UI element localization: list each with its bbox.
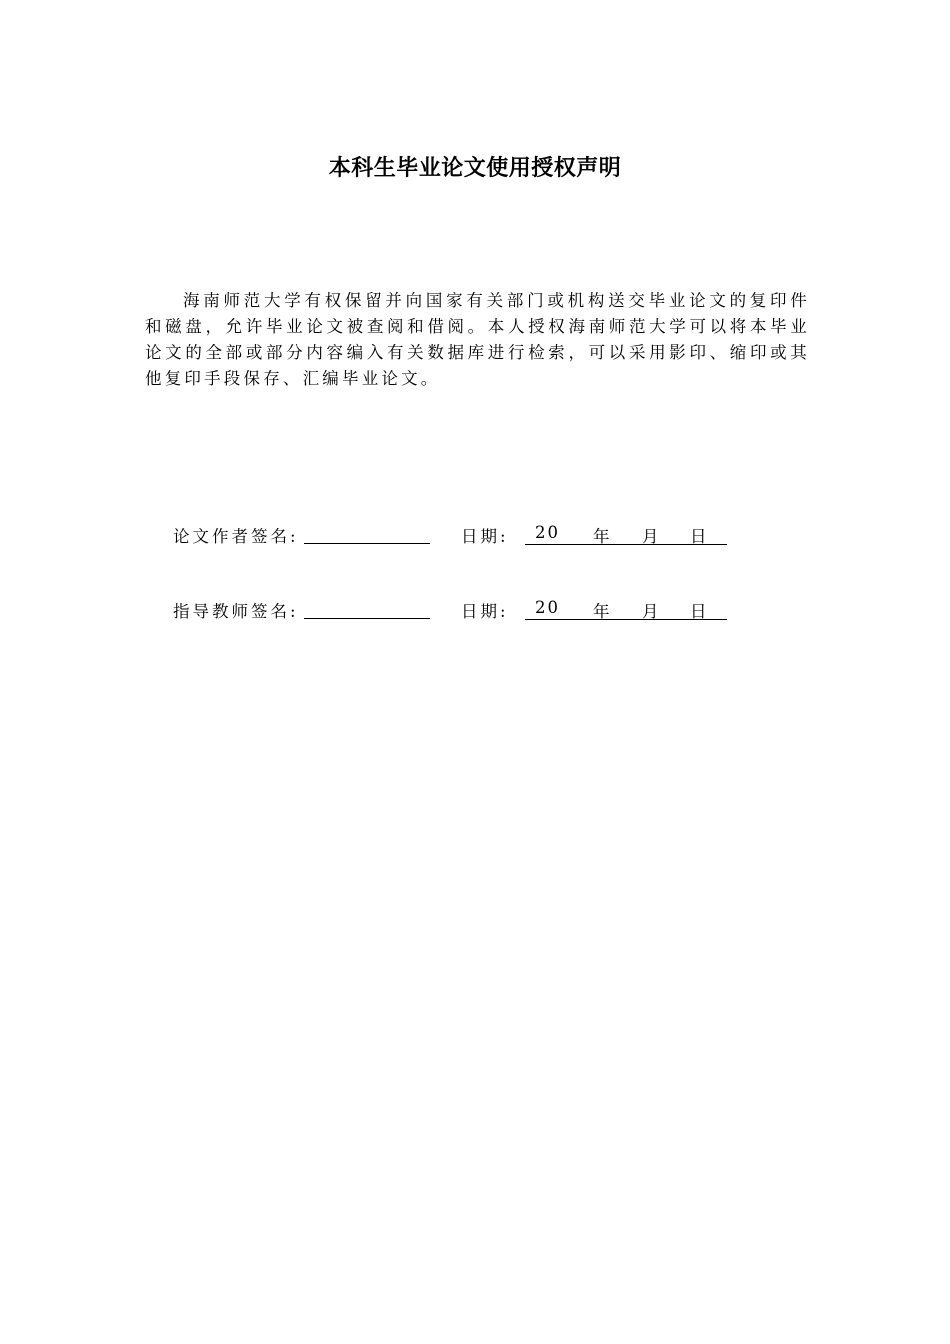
advisor-date-field[interactable]	[525, 598, 727, 620]
author-signature-row	[173, 523, 753, 551]
advisor-signature-line[interactable]	[304, 618, 430, 619]
author-signature-line[interactable]	[304, 543, 430, 544]
author-date-year-unit: 年	[593, 527, 610, 546]
advisor-signature-label: 指导教师签名:	[173, 602, 299, 621]
author-date-day-unit: 日	[690, 527, 707, 546]
author-date-month-unit: 月	[642, 527, 659, 546]
authorization-statement: 海南师范大学有权保留并向国家有关部门或机构送交毕业论文的复印件和磁盘，允许毕业论文被查阅和借阅。本人授权海南师范大学可以将本毕业论文的全部或部分内容编入有关数据库进行检索，可以采用影印、缩印或其他复印手段保存、汇编毕业论文。	[145, 290, 810, 388]
author-date-century: 20	[535, 523, 560, 542]
advisor-date-label: 日期:	[461, 602, 509, 621]
page-title: 本科生毕业论文使用授权声明	[328, 155, 622, 181]
advisor-signature-row	[173, 598, 753, 626]
advisor-date-month-unit: 月	[642, 602, 659, 621]
author-date-field[interactable]	[525, 523, 727, 545]
author-date-label: 日期:	[461, 527, 509, 546]
author-signature-label: 论文作者签名:	[173, 527, 299, 546]
advisor-date-day-unit: 日	[690, 602, 707, 621]
advisor-date-year-unit: 年	[593, 602, 610, 621]
advisor-date-century: 20	[535, 598, 560, 617]
